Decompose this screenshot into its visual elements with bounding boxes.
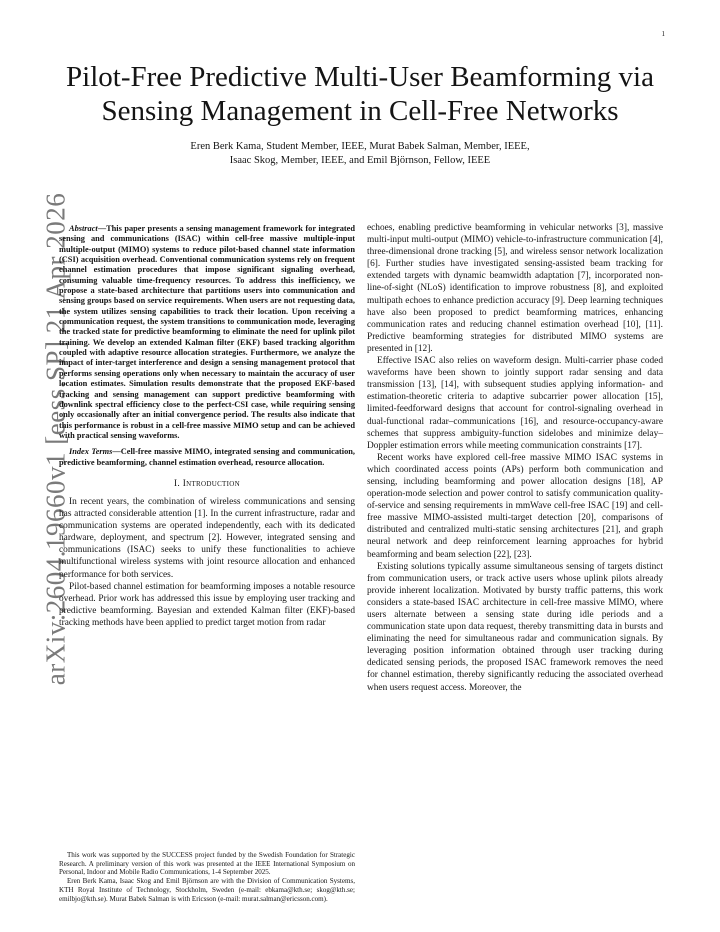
body-paragraph: echoes, enabling predictive beamforming in vehicular networks [3], massive multi-input multi-output (MIMO) vehicle-to-infrastructure communication [4], three-dimensional drone tracking [5], and wireless sensor network localization [6]. Further studies have investigated sensing-assisted beam tracking for extended targets with dynamic beamwidth adaptation [7], incorporated non-line-of-sight (NLoS) identification to improve robustness [8], and exploited multipath echoes to enhance prediction accuracy [9]. Deep learning techniques have also been proposed to predict beamforming matrices, enhancing communication rates and reducing channel estimation overhead [10], [11]. Predictive beamforming strategies for distributed MIMO systems are presented in [12]. — [367, 223, 663, 354]
left-column — [59, 224, 355, 629]
index-terms — [59, 447, 355, 468]
body-paragraph: Effective ISAC also relies on waveform design. Multi-carrier phase coded waveforms have been shown to jointly support radar sensing and data transmission [13], [14], with subsequent studies applying information- and estimation-theoretic criteria to adaptive subcarrier power allocation [15], limited-feedforward designs that account for control-signaling overhead in dual-functional radar–communications [16], and resource-occupancy-aware schemes that suppress ambiguity-function sidelobes and minimize delay–Doppler estimation errors while meeting communication constraints [17]. — [367, 356, 663, 451]
footnotes — [59, 851, 355, 903]
body-paragraph: In recent years, the combination of wireless communications and sensing has attracted considerable attention [1]. In the current infrastructure, radar and communication systems are operated independently, each with its dedicated hardware, deployment, and spectrum [2]. However, integrated sensing and communications (ISAC) seeks to unify these functionalities to achieve multifunctional wireless systems with joint resource allocation and enhanced performance for both services. — [59, 497, 355, 580]
section-heading: I. Introduction — [174, 478, 240, 489]
right-column — [367, 222, 663, 694]
author-list — [80, 140, 640, 168]
paper-title — [60, 60, 660, 128]
authors-line-2: Isaac Skog, Member, IEEE, and Emil Björnson, Fellow, IEEE — [229, 155, 491, 166]
page-number: 1 — [661, 30, 665, 38]
title-line-2: Sensing Management in Cell-Free Networks — [101, 95, 619, 127]
authors-line-1: Eren Berk Kama, Student Member, IEEE, Murat Babek Salman, Member, IEEE, — [190, 141, 530, 152]
abstract-text: —This paper presents a sensing management framework for integrated sensing and communications (ISAC) within cell-free massive multiple-input multiple-output (MIMO) systems to reduce pilot-based channel state information (CSI) acquisition overhead. Conventional communication systems rely on frequent channel estimation procedures that impose significant signaling overhead, consuming valuable time-frequency resources. To address this inefficiency, we propose a state-based architecture that partitions users into communication and sensing groups based on service requirements. When users are not requesting data, the system utilizes sensing capabilities to track their location. Upon receiving a communication request, the system transitions to communication mode, leveraging the tracked state for predictive beamforming to eliminate the need for uplink pilot training. We develop an extended Kalman filter (EKF) based tracking algorithm coupled with adaptive resource allocation strategies. Furthermore, we analyze the impact of inter-target interference and design a sensing management protocol that performs sensing operations only when necessary to maintain the accuracy of user location estimates. Simulation results demonstrate that the proposed EKF-based tracking and sensing management can support predictive beamforming with downlink spectral efficiency close to the perfect-CSI case, while requiring sensing only occasionally after an initial convergence period. The results also indicate that this performance is robust in a cell-free massive MIMO setup and can be achieved with practical sensing waveforms. — [59, 224, 355, 440]
index-terms-text: —Cell-free massive MIMO, integrated sensing and communication, predictive beamforming, channel estimation overhead, resource allocation. — [59, 447, 355, 467]
footnote-funding: This work was supported by the SUCCESS project funded by the Swedish Foundation for Strategic Research. A preliminary version of this work was presented at the IEEE International Symposium on Personal, Indoor and Mobile Radio Communications, 1-4 September 2025. — [59, 851, 355, 877]
arxiv-identifier: arXiv:2604.19660v1 [eess.SP] 21 Apr 2026 — [40, 192, 71, 686]
title-line-1: Pilot-Free Predictive Multi-User Beamforming via — [66, 61, 654, 93]
abstract — [59, 224, 355, 441]
index-terms-lead: Index Terms — [69, 447, 113, 457]
body-paragraph: Recent works have explored cell-free massive MIMO ISAC systems in which coordinated access points (APs) perform both communication and sensing, including beamforming and power allocation designs [18], AP operation-mode selection and power control to satisfy communication quality-of-service and sensing requirements in mmWave cell-free ISAC [19] and cell-free massive MIMO-assisted multi-target detection [20], comparisons of distributed and centralized multi-static sensing architectures [21], and graph neural network and deep reinforcement learning approaches for hybrid beamforming and beam selection [22], [23]. — [367, 452, 663, 560]
body-paragraph: Existing solutions typically assume simultaneous sensing of targets distinct from communication users, or track active users whose uplink pilots already provide inherent localization. Motivated by bursty traffic patterns, this work considers a state-based ISAC architecture in cell-free massive MIMO, where users alternate between a sensing state during idle periods and a communication state upon data request, thereby transmitting data in bursts and eliminating the need for simultaneous radar and communication signals. By leveraging position information obtained through user tracking during dedicated sensing periods, the proposed ISAC framework removes the need for channel estimation, thereby significantly reducing the associated overhead when users request access. Moreover, the — [367, 561, 663, 693]
body-paragraph: Pilot-based channel estimation for beamforming imposes a notable resource overhead. Prior work has addressed this issue by employing user tracking and predictive beamforming. Bayesian and extended Kalman filter (EKF)-based tracking methods have been applied to predict target motion from radar — [59, 581, 355, 628]
abstract-lead: Abstract — [69, 224, 98, 233]
arxiv-stamp — [8, 0, 71, 932]
footnote-affiliations: Eren Berk Kama, Isaac Skog and Emil Björnson are with the Division of Communication Systems, KTH Royal Institute of Technology, Stockholm, Sweden (e-mail: ebkama@kth.se; skog@kth.se; emilbjo@kth.se). Murat Babek Salman is with Ericsson (e-mail: murat.salman@ericsson.com). — [59, 877, 355, 903]
